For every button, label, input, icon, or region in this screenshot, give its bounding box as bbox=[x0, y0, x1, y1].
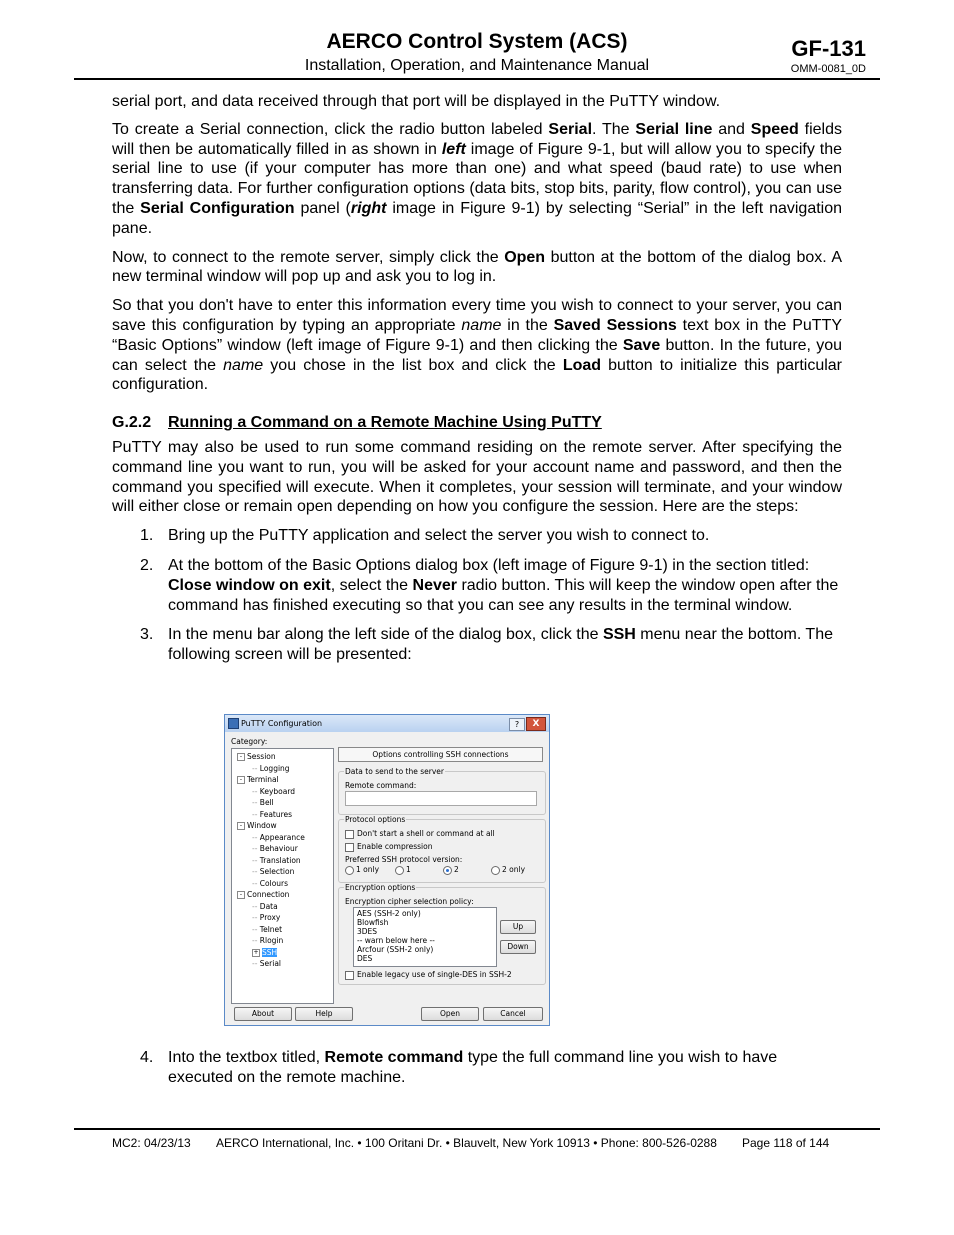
steps-list bbox=[112, 526, 842, 665]
tree-item-data[interactable] bbox=[252, 902, 278, 911]
compression-checkbox[interactable] bbox=[345, 843, 354, 852]
open-button[interactable]: Open bbox=[421, 1007, 479, 1021]
cipher-list-item[interactable]: Blowfish bbox=[357, 918, 389, 927]
version-radio-2[interactable] bbox=[443, 866, 452, 875]
no-shell-label: Don't start a shell or command at all bbox=[357, 829, 495, 838]
tree-item-label: Session bbox=[247, 752, 276, 761]
footer-page-number: Page 118 of 144 bbox=[742, 1136, 830, 1150]
tree-item-label: Connection bbox=[247, 890, 290, 899]
tree-item-telnet[interactable] bbox=[252, 925, 282, 934]
remote-command-input[interactable] bbox=[345, 791, 537, 806]
tree-item-behaviour[interactable] bbox=[252, 844, 298, 853]
tree-item-keyboard[interactable] bbox=[252, 787, 295, 796]
paragraph-serial-port: serial port, and data received through that port will be displayed in the PuTTY window. bbox=[112, 93, 721, 110]
tree-connector: -- bbox=[252, 878, 260, 888]
tree-connector: -- bbox=[252, 798, 260, 807]
collapse-icon[interactable]: - bbox=[237, 753, 245, 761]
tree-item-label: Colours bbox=[259, 878, 289, 888]
tree-connector: -- bbox=[252, 901, 260, 911]
up-button[interactable]: Up bbox=[500, 920, 536, 934]
expand-icon[interactable]: + bbox=[253, 948, 259, 956]
tree-item-proxy[interactable] bbox=[252, 913, 280, 922]
paragraph-saved-sessions: So that you don't have to enter this information every time you wish to connect to your server, you can save this configuration by typing an appropriate name in the Saved Sessions text box in the PuTTY “Basic Options” window (left image of Figure 9-1) and then clicking the Save button. In the future, you can select the name you chose in the list box and click the Load button to initialize this particular configuration. bbox=[112, 297, 843, 394]
tree-connector: -- bbox=[252, 844, 260, 853]
tree-item-label: Features bbox=[259, 809, 293, 819]
tree-connector: -- bbox=[252, 913, 260, 922]
steps-list-continued bbox=[112, 1048, 842, 1088]
list-item: 2. At the bottom of the Basic Options dialog box (left image of Figure 9-1) in the section titled: Close window on exit, select the Never radio button. This will keep the window open after the command has finished executing so that you can see any results in the terminal window. bbox=[140, 556, 839, 614]
cipher-list-item[interactable]: Arcfour (SSH-2 only) bbox=[357, 945, 434, 954]
tree-item-label: Telnet bbox=[259, 924, 283, 934]
tree-item-rlogin[interactable] bbox=[252, 936, 283, 945]
tree-item-label: Bell bbox=[259, 798, 274, 807]
protocol-group: Protocol options Don't start a shell or command at all Enable compression Preferred SSH protocol version: 1 only 1 2 2 only bbox=[338, 819, 546, 883]
tree-item-logging[interactable] bbox=[252, 764, 290, 773]
tree-item-serial[interactable] bbox=[252, 959, 281, 968]
category-label: Category: bbox=[231, 737, 268, 746]
tree-item-label: Serial bbox=[259, 959, 282, 968]
no-shell-checkbox[interactable] bbox=[345, 830, 354, 839]
putty-configuration-dialog bbox=[224, 714, 550, 1026]
tree-connector: -- bbox=[252, 855, 260, 865]
preferred-version-label: Preferred SSH protocol version: bbox=[345, 855, 463, 864]
tree-connector: -- bbox=[252, 786, 260, 796]
tree-item-translation[interactable] bbox=[252, 856, 301, 865]
tree-connector: -- bbox=[252, 924, 260, 934]
close-icon[interactable]: X bbox=[526, 717, 546, 731]
collapse-icon[interactable]: - bbox=[237, 891, 245, 899]
cipher-list-item[interactable]: AES (SSH-2 only) bbox=[357, 909, 421, 918]
legacy-des-checkbox[interactable] bbox=[345, 971, 354, 980]
tree-item-bell[interactable] bbox=[252, 798, 274, 807]
tree-item-window[interactable] bbox=[237, 821, 277, 830]
putty-app-icon bbox=[228, 718, 239, 729]
cipher-policy-label: Encryption cipher selection policy: bbox=[345, 897, 474, 906]
tree-item-features[interactable] bbox=[252, 810, 292, 819]
document-title: AERCO Control System (ACS) bbox=[326, 30, 628, 53]
section-intro: PuTTY may also be used to run some command residing on the remote server. After specifying the command line you want to run, you will be asked for your account name and password, and then the command you specified will execute. When it completes, your session will terminate, and your window will either close or remain open depending on how you configure the session. Here are the steps: bbox=[112, 438, 842, 516]
section-code: GF-131 bbox=[791, 36, 866, 61]
cipher-list-item[interactable]: 3DES bbox=[357, 927, 378, 936]
tree-item-connection[interactable] bbox=[237, 890, 289, 899]
help-button[interactable]: Help bbox=[295, 1007, 353, 1021]
paragraph-serial-connection: To create a Serial connection, click the radio button labeled Serial. The Serial line and Speed fields will then be automatically filled in as shown in left image of Figure 9-1, but will allow you to specify the serial line to use (if your computer has more than one) and what speed (baud rate) to use when transferring data. For further configuration options (data bits, stop bits, parity, flow control), you can use the Serial Configuration panel (right image in Figure 9-1) by selecting “Serial” in the left navigation pane. bbox=[112, 120, 843, 237]
footer-company: AERCO International, Inc. • 100 Oritani Dr. • Blauvelt, New York 10913 • Phone: 800-526-0288 bbox=[216, 1136, 717, 1150]
tree-connector: -- bbox=[252, 832, 260, 842]
tree-item-label: Keyboard bbox=[259, 786, 296, 796]
tree-connector: -- bbox=[252, 959, 260, 968]
collapse-icon[interactable]: - bbox=[237, 822, 245, 830]
document-number: OMM-0081_0D bbox=[790, 63, 866, 75]
tree-item-selection[interactable] bbox=[252, 867, 294, 876]
tree-item-appearance[interactable] bbox=[252, 833, 305, 842]
tree-item-label: Translation bbox=[259, 855, 301, 865]
tree-item-label: Window bbox=[247, 821, 277, 830]
dialog-title: PuTTY Configuration bbox=[241, 719, 323, 728]
list-item: 1. Bring up the PuTTY application and select the server you wish to connect to. bbox=[140, 527, 710, 545]
page-content bbox=[112, 92, 842, 675]
collapse-icon[interactable]: - bbox=[237, 776, 245, 784]
cipher-list-item[interactable]: DES bbox=[357, 954, 373, 963]
data-group: Data to send to the server Remote command: bbox=[338, 771, 546, 815]
tree-connector: -- bbox=[252, 809, 260, 819]
compression-label: Enable compression bbox=[357, 842, 433, 851]
help-question-icon[interactable]: ? bbox=[509, 718, 525, 731]
cipher-list[interactable] bbox=[353, 907, 497, 967]
legacy-des-label: Enable legacy use of single-DES in SSH-2 bbox=[357, 970, 512, 979]
paragraph-open-connection: Now, to connect to the remote server, simply click the Open button at the bottom of the dialog box. A new terminal window will pop up and ask you to log in. bbox=[112, 248, 843, 286]
down-button[interactable]: Down bbox=[500, 940, 536, 954]
section-title: Running a Command on a Remote Machine Using PuTTY bbox=[168, 414, 602, 432]
tree-item-label: Appearance bbox=[259, 832, 305, 842]
tree-item-label: Proxy bbox=[259, 913, 281, 922]
tree-connector: -- bbox=[252, 763, 260, 773]
panel-title: Options controlling SSH connections bbox=[338, 747, 543, 762]
tree-item-label: Behaviour bbox=[259, 844, 298, 853]
version-radio-1[interactable] bbox=[395, 866, 404, 875]
section-number: G.2.2 bbox=[112, 414, 152, 432]
version-radio-2-only[interactable] bbox=[491, 866, 500, 875]
tree-item-label: SSH bbox=[262, 947, 278, 957]
tree-item-terminal[interactable] bbox=[237, 775, 279, 784]
footer-divider bbox=[74, 1128, 880, 1130]
tree-item-colours[interactable] bbox=[252, 879, 288, 888]
remote-command-label: Remote command: bbox=[345, 781, 417, 790]
cipher-list-item[interactable]: -- warn below here -- bbox=[357, 936, 435, 945]
dialog-title-bar bbox=[225, 715, 549, 732]
tree-item-label: Rlogin bbox=[259, 936, 284, 945]
tree-item-label: Logging bbox=[259, 763, 290, 773]
tree-item-session[interactable] bbox=[237, 752, 276, 761]
step-4-block bbox=[112, 1048, 842, 1098]
about-button[interactable]: About bbox=[234, 1007, 292, 1021]
footer-date: MC2: 04/23/13 bbox=[112, 1136, 191, 1150]
list-item: 3. In the menu bar along the left side of the dialog box, click the SSH menu near the bottom. The following screen will be presented: bbox=[140, 626, 833, 664]
tree-item-label: Data bbox=[259, 901, 278, 911]
category-tree[interactable] bbox=[231, 748, 334, 1004]
tree-item-ssh[interactable] bbox=[252, 948, 277, 957]
cancel-button[interactable]: Cancel bbox=[483, 1007, 543, 1021]
tree-item-label: Selection bbox=[259, 867, 295, 876]
list-item: 4. Into the textbox titled, Remote command type the full command line you wish to have executed on the remote machine. bbox=[140, 1049, 778, 1086]
tree-connector: -- bbox=[252, 936, 260, 945]
header-divider bbox=[74, 78, 880, 80]
encryption-group: Encryption options Encryption cipher selection policy: AES (SSH-2 only) Blowfish 3DES -- warn below here -- Arcfour (SSH-2 only) DES Up Down Enable legacy use of single-DES in SSH-2 bbox=[338, 887, 546, 985]
document-subtitle: Installation, Operation, and Maintenance Manual bbox=[304, 57, 650, 74]
tree-item-label: Terminal bbox=[247, 775, 279, 784]
tree-connector: -- bbox=[252, 867, 260, 876]
version-radio-1-only[interactable] bbox=[345, 866, 354, 875]
section-heading bbox=[112, 413, 842, 433]
